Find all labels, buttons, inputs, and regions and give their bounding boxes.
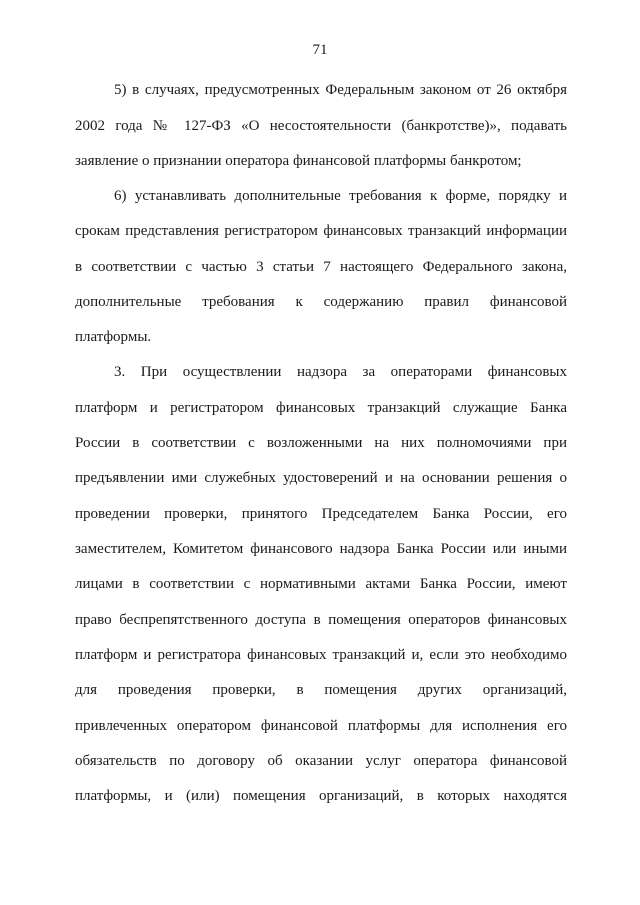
text-line: в соответствии с частью 3 статьи 7 настоящего Федерального закона,: [75, 259, 567, 275]
text-line: 6) устанавливать дополнительные требования к форме, порядку и: [114, 188, 567, 204]
text-line: предъявлении ими служебных удостоверений и на основании решения о: [75, 470, 567, 486]
text-line: право беспрепятственного доступа в помещения операторов финансовых: [75, 612, 567, 628]
text-line: обязательств по договору об оказании услуг оператора финансовой: [75, 753, 567, 769]
text-line: дополнительные требования к содержанию правил финансовой: [75, 294, 567, 310]
text-line: заместителем, Комитетом финансового надзора Банка России или иными: [75, 541, 567, 557]
text-line: для проведения проверки, в помещения других организаций,: [75, 682, 567, 698]
text-line: срокам представления регистратором финансовых транзакций информации: [75, 223, 567, 239]
text-line: заявление о признании оператора финансовой платформы банкротом;: [75, 153, 522, 169]
text-line: привлеченных оператором финансовой платформы для исполнения его: [75, 718, 567, 734]
text-line: платформы.: [75, 329, 152, 345]
text-line: 2002 года № 127-ФЗ «О несостоятельности (банкротстве)», подавать: [75, 118, 567, 134]
text-line: России в соответствии с возложенными на них полномочиями при: [75, 435, 567, 451]
text-line: лицами в соответствии с нормативными актами Банка России, имеют: [75, 576, 567, 592]
text-line: платформ и регистратором финансовых транзакций служащие Банка: [75, 400, 567, 416]
text-line: платформы, и (или) помещения организаций, в которых находятся: [75, 788, 567, 804]
text-line: платформ и регистратора финансовых транзакций и, если это необходимо: [75, 647, 567, 663]
text-line: 5) в случаях, предусмотренных Федеральным законом от 26 октября: [114, 82, 567, 98]
text-line: 3. При осуществлении надзора за операторами финансовых: [114, 364, 567, 380]
page-number: 71: [312, 42, 328, 58]
text-line: проведении проверки, принятого Председателем Банка России, его: [75, 506, 567, 522]
